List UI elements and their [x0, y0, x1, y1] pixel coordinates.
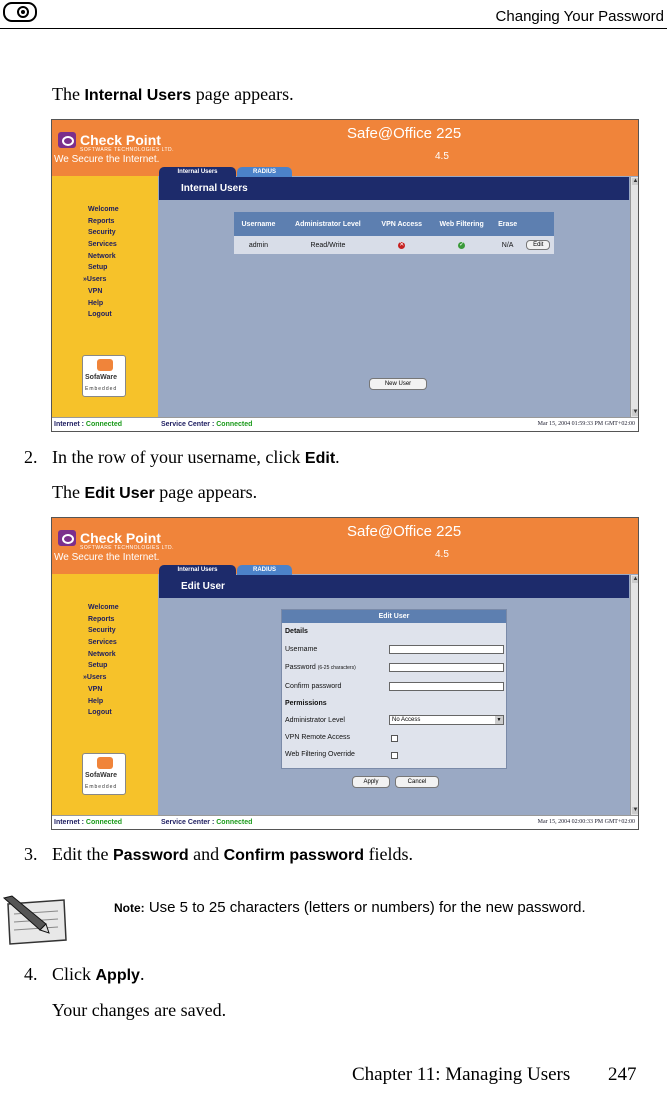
- vpn-denied-icon: ✕: [399, 242, 405, 248]
- header-rule: [0, 28, 667, 29]
- nav-item-welcome[interactable]: Welcome: [88, 604, 119, 611]
- product-version: 4.5: [435, 549, 449, 560]
- changes-saved-text: Your changes are saved.: [52, 1000, 227, 1020]
- admin-level-label: Administrator Level: [285, 717, 345, 724]
- nav-item-setup[interactable]: Setup: [88, 264, 108, 272]
- step-number: 2.: [24, 447, 38, 467]
- product-name: Safe@Office 225: [347, 523, 462, 540]
- active-marker-icon: »: [83, 276, 87, 284]
- nav-item-reports[interactable]: Reports: [88, 217, 115, 225]
- edit-user-form: [281, 609, 507, 769]
- sofa-icon: [97, 757, 113, 769]
- web-filtering-allowed-icon: ✓: [459, 242, 465, 248]
- nav-item-users[interactable]: »Users: [83, 674, 107, 682]
- sofaware-logo: SofaWare Embedded: [82, 355, 126, 397]
- table-row: [234, 236, 554, 254]
- nav-item-security[interactable]: Security: [88, 229, 116, 237]
- step-number: 3.: [24, 844, 38, 864]
- service-center-status: Connected: [216, 819, 253, 826]
- column-header: [523, 212, 554, 236]
- admin-level-select[interactable]: No Access ▼: [389, 715, 504, 725]
- product-version: 4.5: [435, 151, 449, 162]
- confirm-password-input[interactable]: [389, 682, 504, 691]
- app-banner: [52, 120, 638, 176]
- column-header: Username: [234, 212, 283, 236]
- side-nav: [52, 176, 158, 417]
- nav-item-reports[interactable]: Reports: [88, 615, 115, 623]
- level-cell: Read/Write: [283, 236, 373, 254]
- password-label: Password (6-25 characters): [285, 664, 356, 671]
- brand-subtitle: SOFTWARE TECHNOLOGIES LTD.: [80, 147, 175, 153]
- side-nav: [52, 574, 158, 815]
- brand-name: Check Point: [80, 132, 161, 148]
- step-2-text: In the row of your username, click Edit.: [52, 447, 340, 467]
- brand-subtitle: SOFTWARE TECHNOLOGIES LTD.: [80, 545, 175, 551]
- page-title: Internal Users: [181, 183, 248, 194]
- sofaware-logo: SofaWare Embedded: [82, 753, 126, 795]
- page-title: Edit User: [181, 581, 225, 592]
- new-user-button[interactable]: New User: [369, 378, 427, 390]
- edit-user-paragraph: The Edit User page appears.: [52, 482, 258, 502]
- brand-tagline: We Secure the Internet.: [54, 154, 160, 165]
- password-input[interactable]: [389, 663, 504, 672]
- internet-status: Connected: [85, 421, 123, 428]
- nav-item-services[interactable]: Services: [88, 639, 117, 647]
- column-header: VPN Access: [373, 212, 431, 236]
- tab-radius[interactable]: RADIUS: [237, 565, 292, 575]
- nav-item-logout[interactable]: Logout: [88, 709, 112, 717]
- edit-user-screenshot: [51, 517, 639, 830]
- brand-tagline: We Secure the Internet.: [54, 552, 160, 563]
- status-date: Mar 15, 2004 01:59:33 PM GMT+02:00: [537, 421, 635, 427]
- checkpoint-logo-icon: [58, 132, 76, 148]
- checkpoint-logo-icon: [58, 530, 76, 546]
- scroll-down-icon[interactable]: ▼: [632, 409, 639, 415]
- web-filtering-override-label: Web Filtering Override: [285, 751, 355, 758]
- nav-item-help[interactable]: Help: [88, 697, 104, 705]
- step-4-text: Click Apply.: [52, 964, 145, 984]
- users-table: [234, 212, 554, 254]
- scrollbar[interactable]: [630, 575, 639, 815]
- apply-button[interactable]: Apply: [352, 776, 390, 788]
- nav-item-network[interactable]: Network: [88, 252, 116, 260]
- permissions-section-label: Permissions: [285, 700, 327, 707]
- sofa-icon: [97, 359, 113, 371]
- step-number: 4.: [24, 964, 38, 984]
- nav-item-help[interactable]: Help: [88, 299, 104, 307]
- scroll-down-icon[interactable]: ▼: [632, 807, 639, 813]
- note-label: Note:: [114, 901, 145, 915]
- username-cell: admin: [234, 236, 283, 254]
- nav-item-network[interactable]: Network: [88, 650, 116, 658]
- internal-users-screenshot: [51, 119, 639, 432]
- status-date: Mar 15, 2004 02:00:33 PM GMT+02:00: [537, 819, 635, 825]
- vpn-remote-access-label: VPN Remote Access: [285, 734, 350, 741]
- chapter-footer: Chapter 11: Managing Users: [352, 1064, 571, 1085]
- step-3-text: Edit the Password and Confirm password fields.: [52, 844, 414, 864]
- confirm-password-label: Confirm password: [285, 683, 342, 690]
- nav-item-vpn[interactable]: VPN: [88, 685, 103, 693]
- intro-paragraph: The Internal Users page appears.: [52, 84, 294, 104]
- vpn-remote-access-checkbox[interactable]: [391, 735, 398, 742]
- tab-internal-users[interactable]: Internal Users: [159, 565, 236, 575]
- form-title: Edit User: [282, 610, 506, 623]
- lock-icon: [3, 2, 37, 22]
- page-title-bar: [159, 575, 629, 598]
- page-title-bar: [159, 177, 629, 200]
- nav-item-security[interactable]: Security: [88, 627, 116, 635]
- column-header: Web Filtering: [431, 212, 493, 236]
- running-header: Changing Your Password: [495, 8, 664, 25]
- tab-radius[interactable]: RADIUS: [237, 167, 292, 177]
- service-center-status: Connected: [216, 421, 253, 428]
- nav-item-services[interactable]: Services: [88, 241, 117, 249]
- column-header: Administrator Level: [283, 212, 373, 236]
- status-bar: Internet : Connected Service Center : Connected Mar 15, 2004 01:59:33 PM GMT+02:00: [52, 417, 638, 431]
- note-text: Note: Use 5 to 25 characters (letters or numbers) for the new password.: [114, 899, 586, 916]
- nav-item-setup[interactable]: Setup: [88, 662, 108, 670]
- scroll-up-icon[interactable]: ▲: [632, 178, 639, 184]
- tab-internal-users[interactable]: Internal Users: [159, 167, 236, 177]
- cancel-button[interactable]: Cancel: [395, 776, 439, 788]
- username-input[interactable]: [389, 645, 504, 654]
- nav-item-logout[interactable]: Logout: [88, 311, 112, 319]
- page-number: 247: [608, 1064, 637, 1085]
- active-marker-icon: »: [83, 674, 87, 682]
- status-bar: Internet : Connected Service Center : Connected Mar 15, 2004 02:00:33 PM GMT+02:00: [52, 815, 638, 829]
- internet-status: Connected: [85, 819, 123, 826]
- note-pencil-icon: [2, 894, 68, 946]
- details-section-label: Details: [285, 628, 308, 635]
- nav-item-users[interactable]: »Users: [83, 276, 107, 284]
- app-banner: [52, 518, 638, 574]
- chevron-down-icon[interactable]: ▼: [496, 717, 502, 723]
- scrollbar[interactable]: [630, 177, 639, 417]
- nav-item-welcome[interactable]: Welcome: [88, 206, 119, 213]
- nav-item-vpn[interactable]: VPN: [88, 287, 103, 295]
- brand-name: Check Point: [80, 530, 161, 546]
- erase-cell: N/A: [493, 236, 523, 254]
- username-label: Username: [285, 646, 318, 653]
- column-header: Erase: [493, 212, 523, 236]
- product-name: Safe@Office 225: [347, 125, 462, 142]
- scroll-up-icon[interactable]: ▲: [632, 576, 639, 582]
- edit-button[interactable]: Edit: [526, 240, 550, 250]
- web-filtering-override-checkbox[interactable]: [391, 752, 398, 759]
